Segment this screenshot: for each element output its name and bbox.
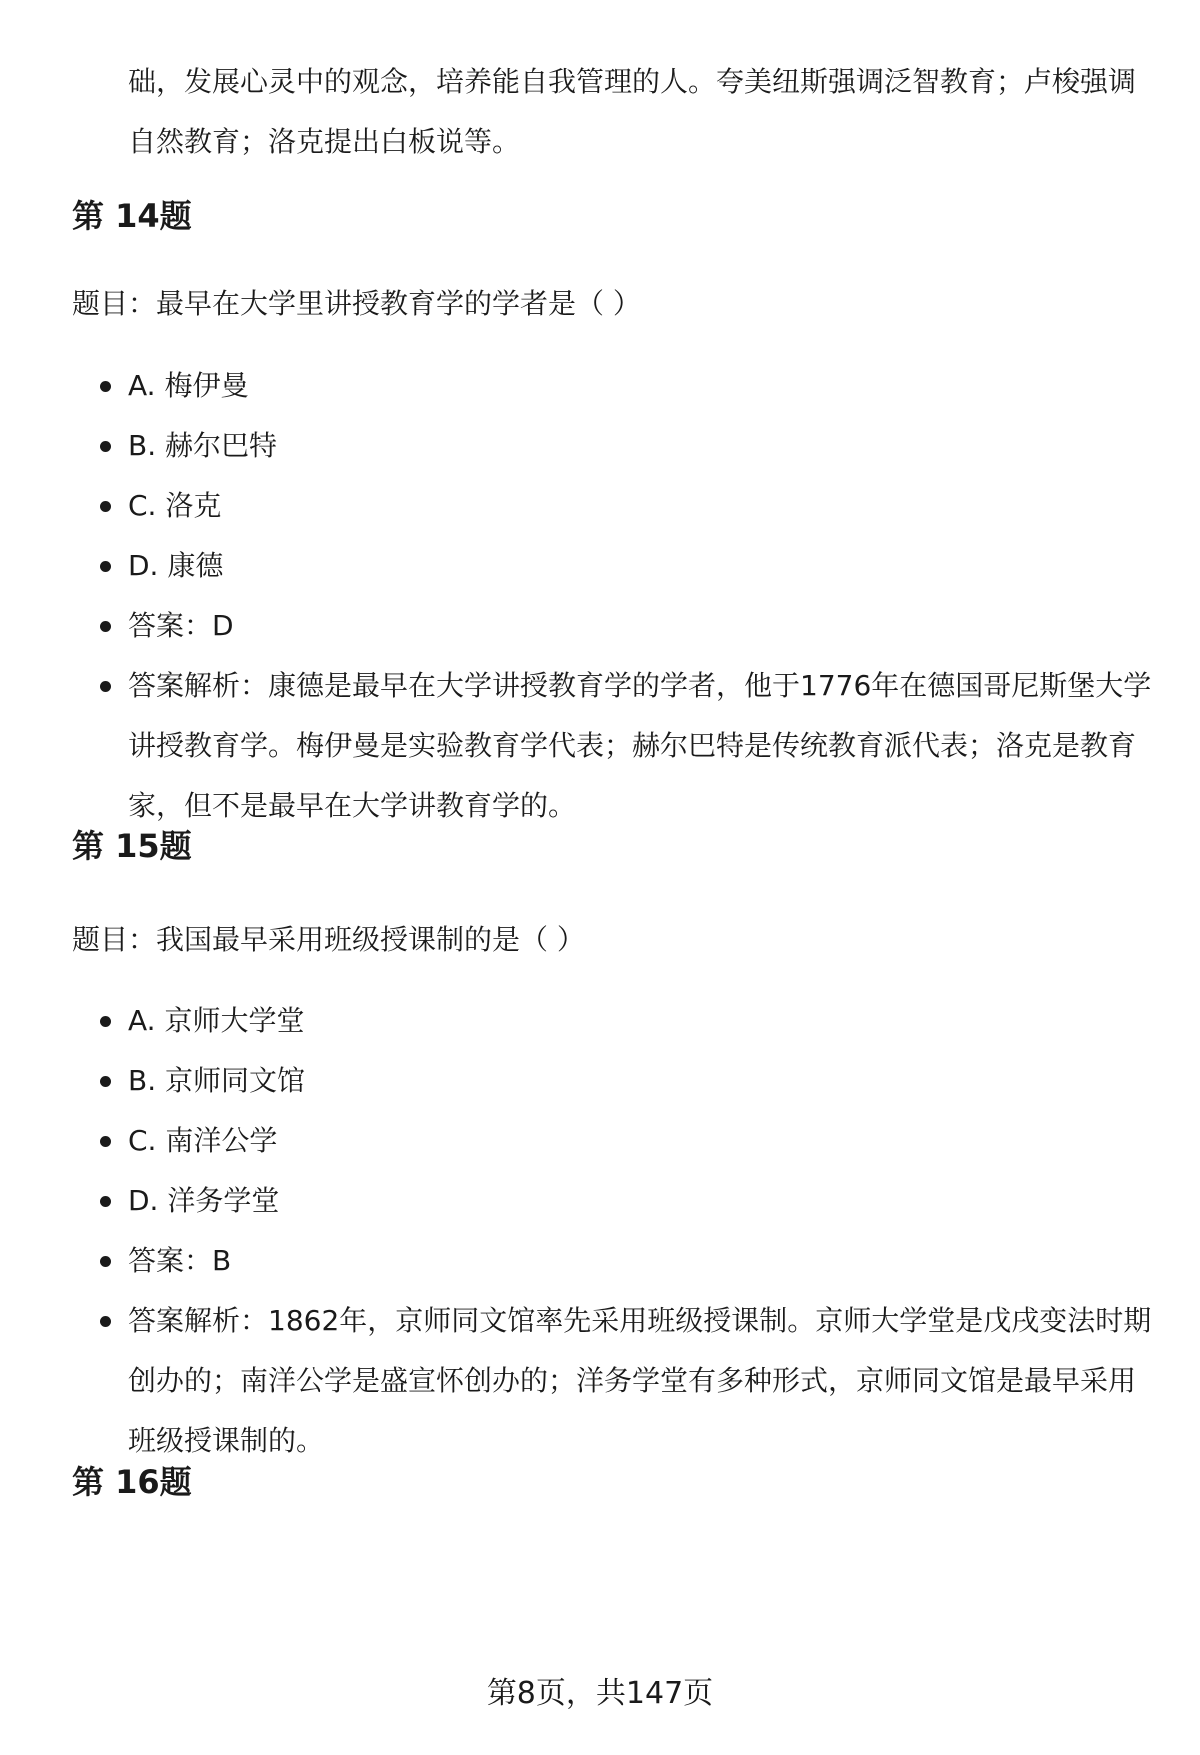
question-options-14: [72, 356, 1162, 836]
question-heading-16: 第 16题: [72, 1463, 192, 1501]
list-item: C. 南洋公学: [72, 1111, 1162, 1171]
list-item: B. 赫尔巴特: [72, 416, 1162, 476]
list-item: A. 梅伊曼: [72, 356, 1162, 416]
question-heading-14: 第 14题: [72, 197, 192, 235]
list-item: D. 洋务学堂: [72, 1171, 1162, 1231]
page-footer: 第8页，共147页: [486, 1676, 714, 1711]
question-stem-15: 题目：我国最早采用班级授课制的是（ ）: [72, 923, 585, 956]
continuation-text: 础，发展心灵中的观念，培养能自我管理的人。夸美纽斯强调泛智教育；卢梭强调自然教育；洛克提出白板说等。: [128, 65, 1137, 158]
list-item: A. 京师大学堂: [72, 991, 1162, 1051]
list-item: C. 洛克: [72, 476, 1162, 536]
answer-item: 答案：D: [72, 596, 1162, 656]
answer-item: 答案：B: [72, 1231, 1162, 1291]
question-options-15: [72, 991, 1162, 1471]
question-heading-15: 第 15题: [72, 827, 192, 865]
analysis-item: 答案解析：1862年，京师同文馆率先采用班级授课制。京师大学堂是戊戌变法时期创办的；南洋公学是盛宣怀创办的；洋务学堂有多种形式，京师同文馆是最早采用班级授课制的。: [72, 1291, 1162, 1471]
list-item: D. 康德: [72, 536, 1162, 596]
analysis-item: 答案解析：康德是最早在大学讲授教育学的学者，他于1776年在德国哥尼斯堡大学讲授教育学。梅伊曼是实验教育学代表；赫尔巴特是传统教育派代表；洛克是教育家，但不是最早在大学讲教育学的。: [72, 656, 1162, 836]
list-item: B. 京师同文馆: [72, 1051, 1162, 1111]
question-stem-14: 题目：最早在大学里讲授教育学的学者是（ ）: [72, 287, 641, 320]
